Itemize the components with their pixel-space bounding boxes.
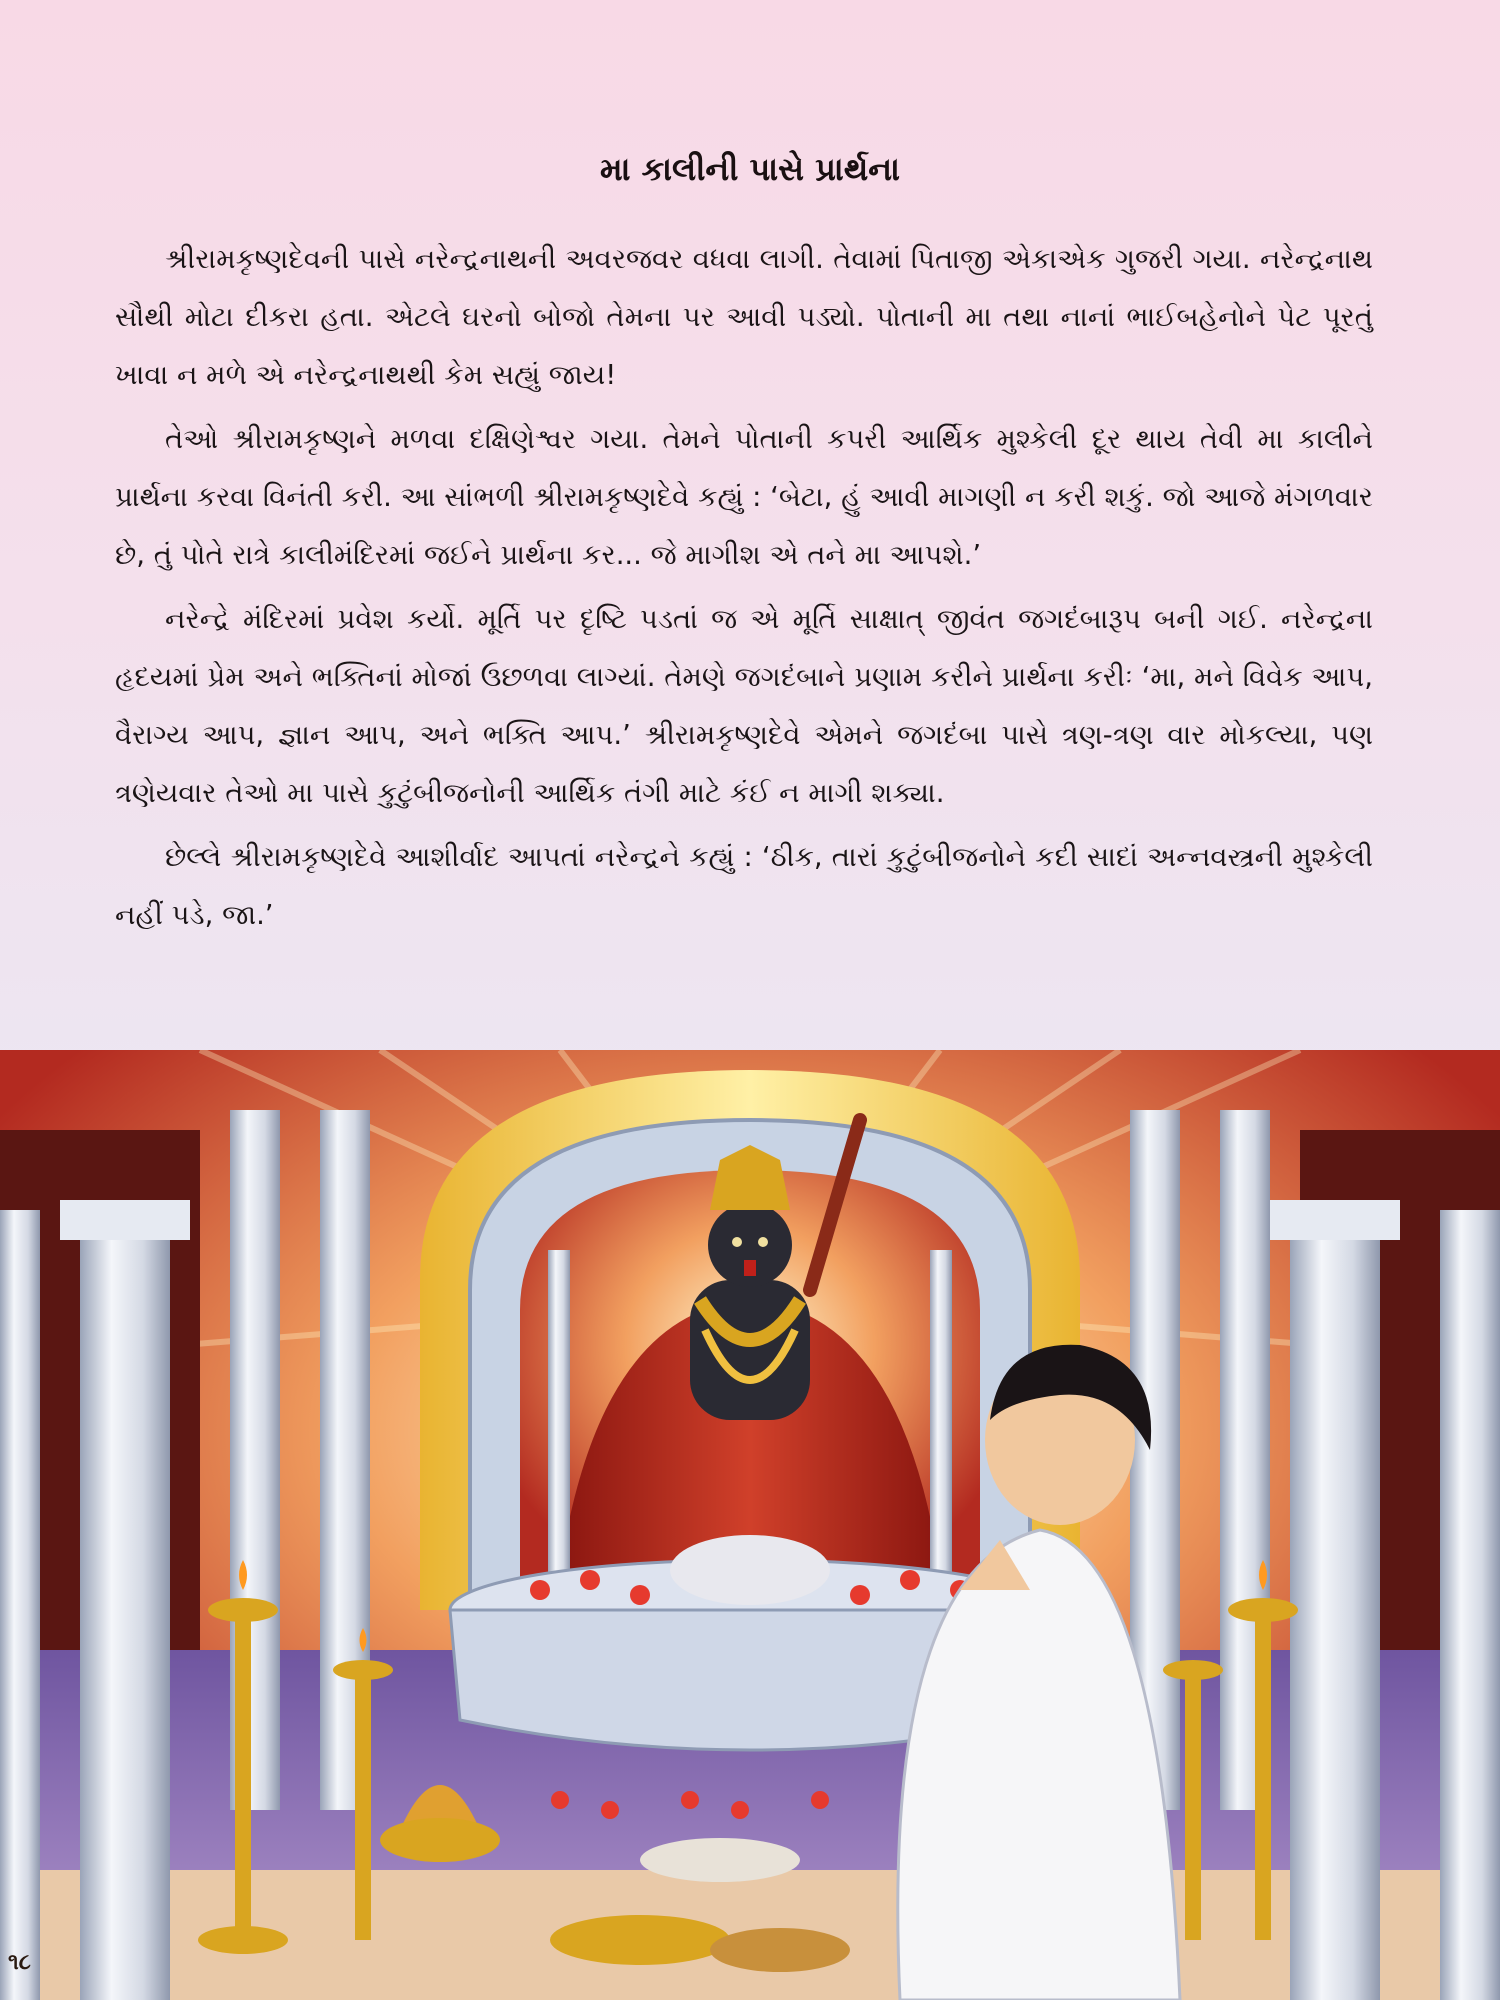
paragraph-4: છેલ્લે શ્રીરામકૃષ્ણદેવે આશીર્વાદ આપતાં નરેન્દ્રને કહ્યું : ‘ઠીક, તારાં કુટુંબીજનોને કદી સાદાં અન્નવસ્ત્રની મુશ્કેલી નહીં પડે, જા.’ — [115, 841, 1373, 931]
idol-pillar-left — [548, 1250, 570, 1610]
page-number: ૧૮ — [8, 1950, 31, 1975]
page-title: મા કાલીની પાસે પ્રાર્થના — [600, 150, 900, 188]
shiva-figure — [670, 1535, 830, 1605]
story-text — [115, 230, 1373, 950]
idol-pillar-right — [930, 1250, 952, 1610]
temple-illustration — [0, 1050, 1500, 2000]
paragraph-2: તેઓ શ્રીરામકૃષ્ણને મળવા દક્ષિણેશ્વર ગયા. તેમને પોતાની કપરી આર્થિક મુશ્કેલી દૂર થાય તેવી મા કાલીને પ્રાર્થના કરવા વિનંતી કરી. આ સાંભળી શ્રીરામકૃષ્ણદેવે કહ્યું : ‘બેટા, હું આવી માગણી ન કરી શકું. જો આજે મંગળવાર છે, તું પોતે રાત્રે કાલીમંદિરમાં જઈને પ્રાર્થના કર... જે માગીશ એ તને મા આપશે.’ — [115, 423, 1373, 571]
paragraph-1: શ્રીરામકૃષ્ણદેવની પાસે નરેન્દ્રનાથની અવરજવર વધવા લાગી. તેવામાં પિતાજી એકાએક ગુજરી ગયા. નરેન્દ્રનાથ સૌથી મોટા દીકરા હતા. એટલે ઘરનો બોજો તેમના પર આવી પડ્યો. પોતાની મા તથા નાનાં ભાઈબહેનોને પેટ પૂરતું ખાવા ન મળે એ નરેન્દ્રનાથથી કેમ સહ્યું જાય! — [115, 243, 1373, 391]
paragraph-3: નરેન્દ્રે મંદિરમાં પ્રવેશ કર્યો. મૂર્તિ પર દૃષ્ટિ પડતાં જ એ મૂર્તિ સાક્ષાત્ જીવંત જગદંબારૂપ બની ગઈ. નરેન્દ્રના હૃદયમાં પ્રેમ અને ભક્તિનાં મોજાં ઉછળવા લાગ્યાં. તેમણે જગદંબાને પ્રણામ કરીને પ્રાર્થના કરીઃ ‘મા, મને વિવેક આપ, વૈરાગ્ય આપ, જ્ઞાન આપ, અને ભક્તિ આપ.’ શ્રીરામકૃષ્ણદેવે એમને જગદંબા પાસે ત્રણ-ત્રણ વાર મોકલ્યા, પણ ત્રણેયવાર તેઓ મા પાસે કુટુંબીજનોની આર્થિક તંગી માટે કંઈ ન માગી શક્યા. — [115, 603, 1373, 809]
